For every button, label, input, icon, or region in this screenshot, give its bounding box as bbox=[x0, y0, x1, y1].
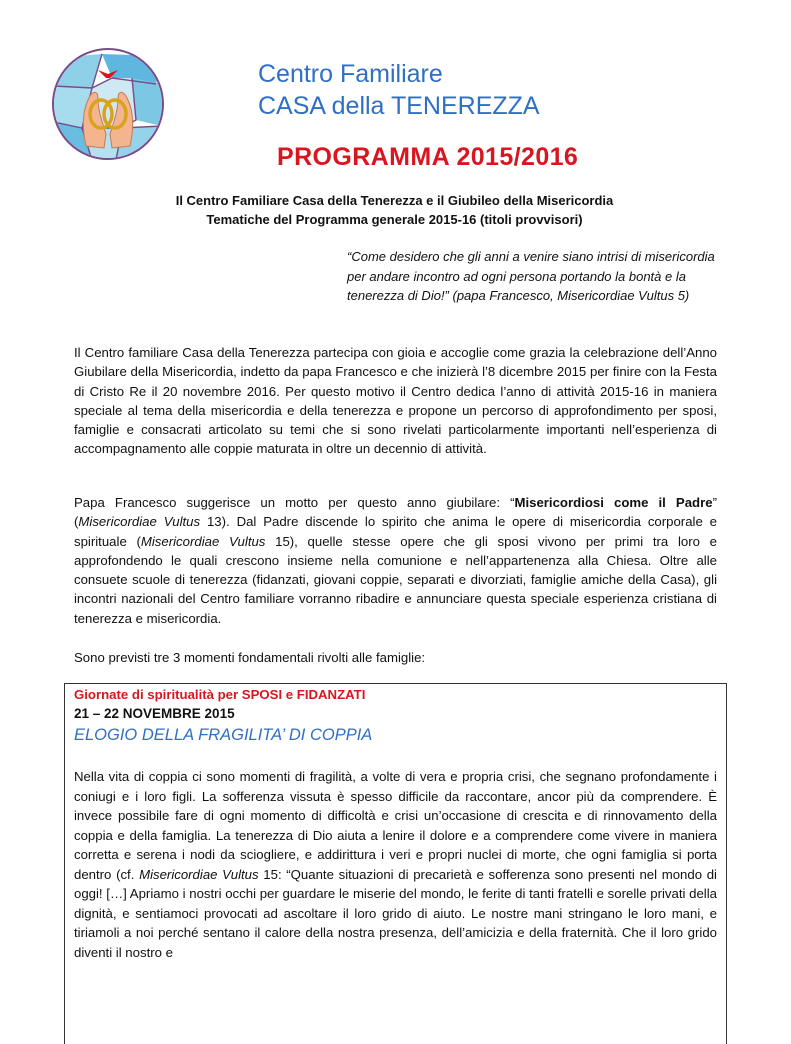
event-title: Giornate di spiritualità per SPOSI e FIDANZATI bbox=[74, 687, 366, 702]
event-body-ref: Misericordiae Vultus bbox=[139, 866, 259, 882]
p2-text-d: 15), quelle stesse opere che gli sposi vivono per primi tra loro e approfondendo le quali crescono insieme nella comunione e nell’appartenenza alla Chiesa. Oltre alle consuete scuole di tenerezza (fidanzati, giovani coppie, separati e divorziati, famiglie amiche della Casa), gli incontri nazionali del Centro familiare vorranno ribadire e annunciare questa speciale esperienza cristiana di tenerezza e misericordia. bbox=[74, 533, 717, 626]
p2-ref-1: Misericordiae Vultus bbox=[78, 514, 201, 530]
p2-ref-2: Misericordiae Vultus bbox=[140, 533, 266, 549]
p2-text-c: 13). Dal Padre discende lo spirito che anima le opere di misericordia corporale e spirituale ( bbox=[74, 514, 717, 549]
event-theme: ELOGIO DELLA FRAGILITA’ DI COPPIA bbox=[74, 726, 373, 744]
event-body-a: Nella vita di coppia ci sono momenti di fragilità, a volte di vera e propria crisi, che segnano profondamente i coniugi e i loro figli. La sofferenza vissuta è spesso difficile da raccontare, ancor più da comprendere. È invece possibile fare di ogni momento di difficoltà e crisi un’occasione di crescita e di rinnovamento della coppia e della famiglia. La tenerezza di Dio aiuta a lenire il dolore e a comprendere come vivere in maniera corretta e serena i nodi da sciogliere, e addirittura i veri e propri nuclei di morte, che ogni famiglia si porta dentro (cf. bbox=[74, 769, 717, 882]
paragraph-intro: Il Centro familiare Casa della Tenerezza partecipa con gioia e accoglie come grazia la celebrazione dell’Anno Giubilare della Misericordia, indetto da papa Francesco e che inizierà l’8 dicembre 2015 per finire con la Festa di Cristo Re il 20 novembre 2016. Per questo motivo il Centro dedica l’anno di attività 2015-16 in maniera speciale al tema della misericordia e della tenerezza e propone un percorso di approfondimento per sposi, famiglie e consacrati articolato su temi che si sono rivelati particolarmente importanti nell’esperienza di accompagnamento alle coppie maturata in oltre un decennio di attività. bbox=[74, 345, 717, 457]
paragraph-moments: Sono previsti tre 3 momenti fondamentali rivolti alle famiglie: bbox=[74, 650, 426, 665]
motto: Misericordiosi come il Padre bbox=[514, 495, 713, 510]
event-body bbox=[74, 767, 717, 962]
org-line-2: CASA della TENEREZZA bbox=[258, 92, 540, 120]
subtitle-line-2: Tematiche del Programma generale 2015-16 (titoli provvisori) bbox=[206, 212, 583, 227]
p2-text-a: Papa Francesco suggerisce un motto per questo anno giubilare: “ bbox=[74, 495, 515, 510]
paragraph-motto bbox=[74, 493, 717, 628]
program-title: PROGRAMMA 2015/2016 bbox=[277, 143, 579, 171]
event-body-b: 15: “Quante situazioni di precarietà e sofferenza sono presenti nel mondo di oggi! […] Apriamo i nostri occhi per guardare le miserie del mondo, le ferite di tanti fratelli e sorelle privati della dignità, e sentiamoci provocati ad ascoltare il loro grido di aiuto. Le nostre mani stringano le loro mani, e tiriamoli a noi perché sentano il calore della nostra presenza, dell’amicizia e della fraternità. Che il loro grido diventi il nostro e bbox=[74, 866, 717, 960]
organization-name bbox=[258, 58, 540, 122]
subtitle-line-1: Il Centro Familiare Casa della Tenerezza e il Giubileo della Misericordia bbox=[175, 193, 614, 208]
event-date: 21 – 22 NOVEMBRE 2015 bbox=[74, 706, 235, 721]
event-box bbox=[64, 683, 727, 1044]
org-line-1: Centro Familiare bbox=[258, 60, 443, 88]
pope-quote: “Come desidero che gli anni a venire siano intrisi di misericordia per andare incontro ad ogni persona portando la bontà e la tenerezza di Dio!” (papa Francesco, Misericordiae Vultus 5) bbox=[347, 249, 715, 303]
p2-text-b: ” ( bbox=[74, 495, 717, 530]
logo-hands-rings bbox=[52, 48, 164, 160]
